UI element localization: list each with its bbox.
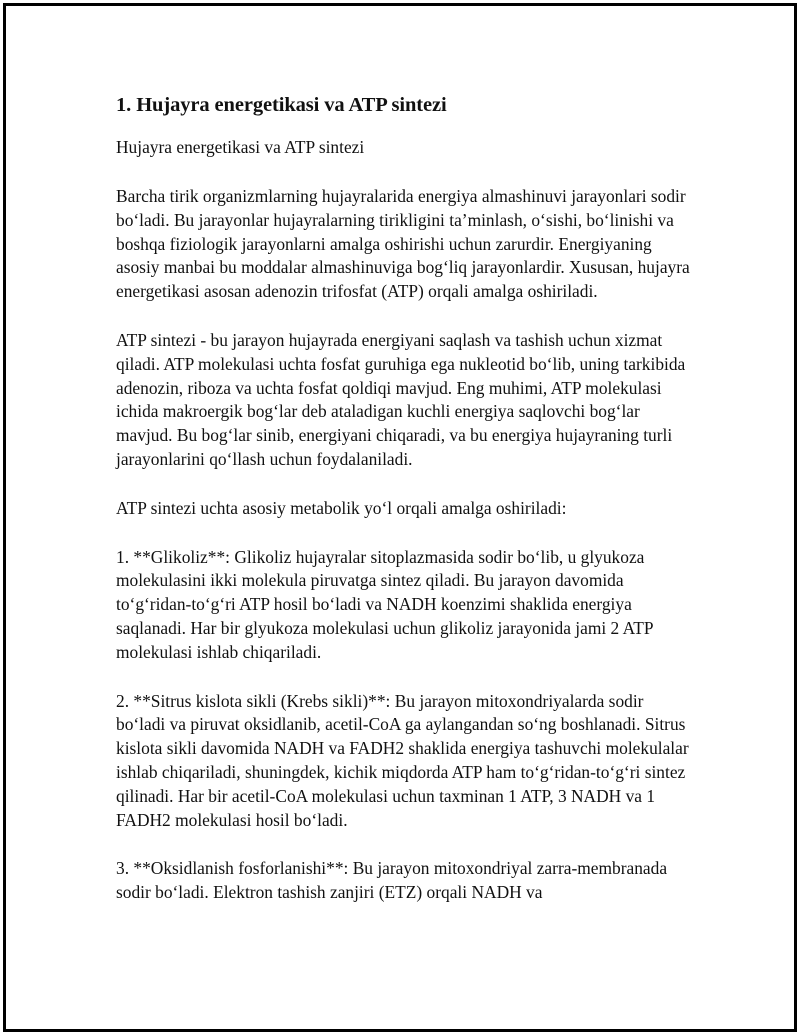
paragraph-glycolysis: 1. **Glikoliz**: Glikoliz hujayralar sitoplazmasida sodir bo‘lib, u glyukoza molekulasini ikki molekula piruvatga sintez qiladi. Bu jarayon davomida to‘g‘ridan-to‘g‘ri ATP hosil bo‘ladi va NADH koenzimi shaklida energiya saqlanadi. Har bir glyukoza molekulasi uchun glikoliz jarayonida jami 2 ATP molekulasi ishlab chiqariladi. <box>116 546 653 662</box>
paragraph-intro: Barcha tirik organizmlarning hujayralarida energiya almashinuvi jarayonlari sodir bo‘ladi. Bu jarayonlar hujayralarning tirikligini ta’minlash, o‘sishi, bo‘linishi va boshqa fiziologik jarayonlarni amalga oshirishi uchun zarurdir. Energiyaning asosiy manbai bu moddalar almashinuviga bog‘liq jarayonlardir. Xususan, hujayra energetikasi asosan adenozin trifosfat (ATP) orqali amalga oshiriladi. <box>116 186 690 302</box>
paragraph-pathways-intro: ATP sintezi uchta asosiy metabolik yo‘l orqali amalga oshiriladi: <box>116 497 567 518</box>
paragraph-atp-synthesis: ATP sintezi - bu jarayon hujayrada energiyani saqlash va tashish uchun xizmat qiladi. ATP molekulasi uchta fosfat guruhiga ega nukleotid bo‘lib, uning tarkibida adenozin, riboza va uchta fosfat qoldiqi mavjud. Eng muhimi, ATP molekulasi ichida makroergik bog‘lar deb ataladigan kuchli energiya saqlovchi bog‘lar mavjud. Bu bog‘lar sinib, energiyani chiqaradi, va bu energiya hujayraning turli jarayonlarini qo‘llash uchun foydalaniladi. <box>116 329 686 469</box>
document-subtitle: Hujayra energetikasi va ATP sintezi <box>116 137 365 157</box>
paragraph-oxidative-phosphorylation: 3. **Oksidlanish fosforlanishi**: Bu jarayon mitoxondriyal zarra-membranada sodir bo‘ladi. Elektron tashish zanjiri (ETZ) orqali NADH va <box>116 858 668 903</box>
paragraph-krebs-cycle: 2. **Sitrus kislota sikli (Krebs sikli)**: Bu jarayon mitoxondriyalarda sodir bo‘ladi va piruvat oksidlanib, acetil-CoA ga aylangandan so‘ng boshlanadi. Sitrus kislota sikli davomida NADH va FADH2 shaklida energiya tashuvchi molekulalar ishlab chiqariladi, shuningdek, kichik miqdorda ATP ham to‘g‘ridan-to‘g‘ri sintez qilinadi. Har bir acetil-CoA molekulasi uchun taxminan 1 ATP, 3 NADH va 1 FADH2 molekulasi hosil bo‘ladi. <box>116 690 689 830</box>
document-heading: 1. Hujayra energetikasi va ATP sintezi <box>116 94 447 116</box>
document-body <box>116 90 696 905</box>
